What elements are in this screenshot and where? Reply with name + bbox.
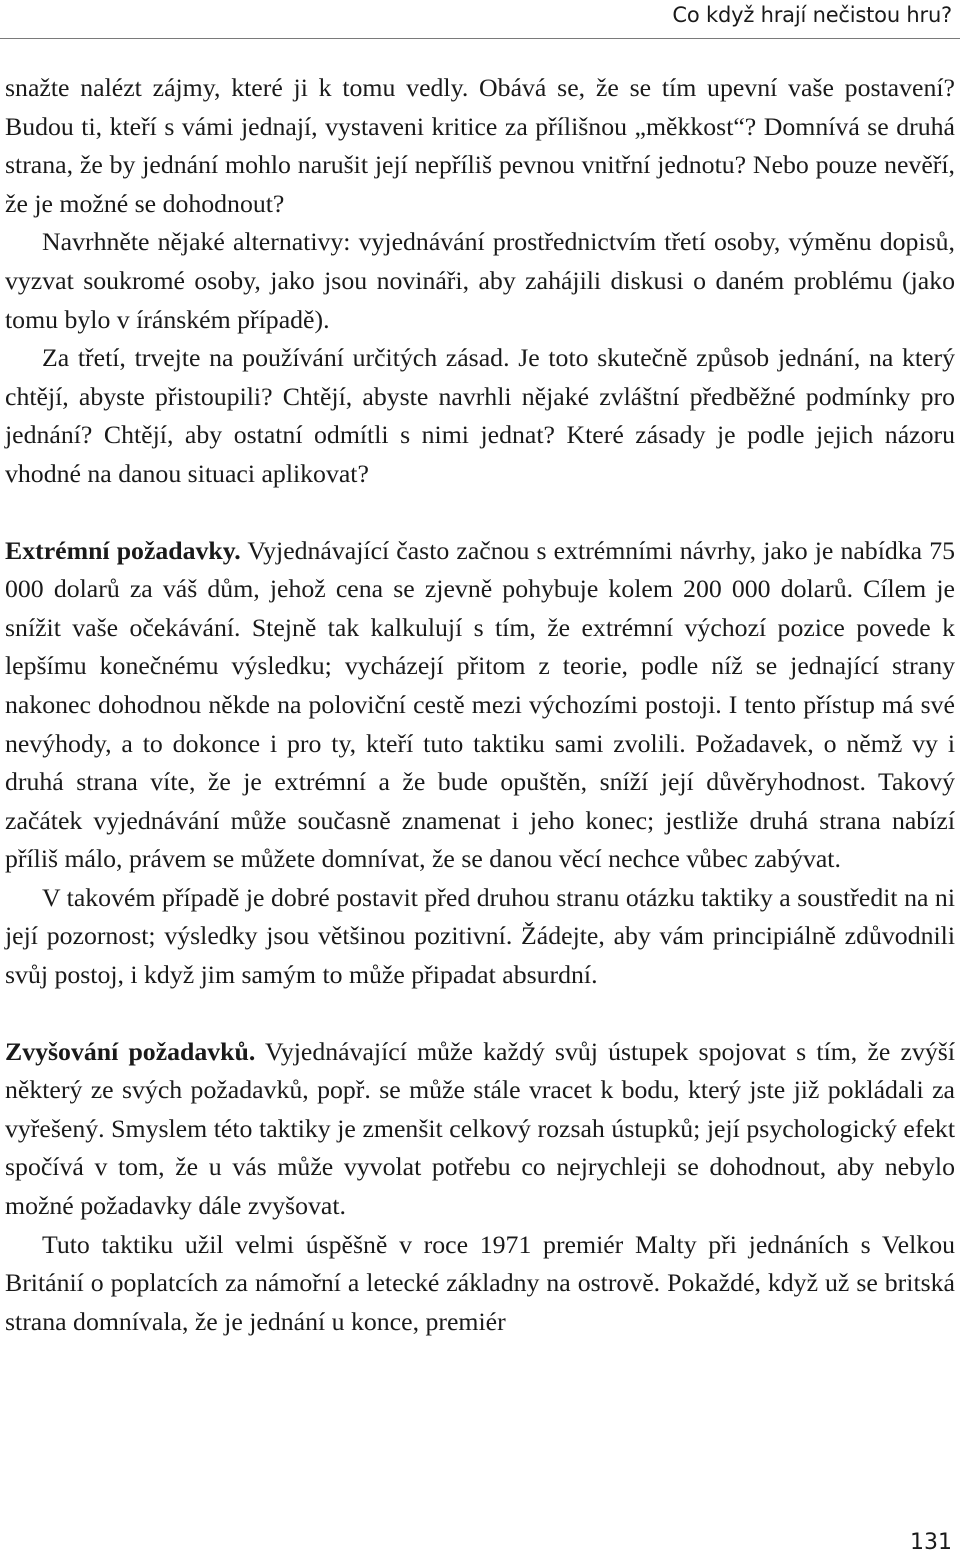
paragraph-6 — [5, 1033, 955, 1226]
section-lead-extreme-demands: Extrémní požadavky. — [5, 535, 241, 565]
paragraph-5 — [5, 879, 955, 995]
section-lead-escalating-demands: Zvyšování požadavků. — [5, 1036, 256, 1066]
paragraph-3 — [5, 339, 955, 493]
body-text — [5, 69, 955, 1341]
paragraph-1 — [5, 69, 955, 223]
paragraph-3-text: Za třetí, trvejte na používání určitých zásad. Je toto skutečně způsob jednání, na který chtějí, abyste přistoupili? Chtějí, abyste navrhli nějaké zvláštní předběžné podmínky pro jednání? Chtějí, aby ostatní odmítli s nimi jednat? Které zásady je podle jejich názoru vhodné na danou situaci aplikovat? — [5, 343, 955, 488]
paragraph-4-text: Vyjednávající často začnou s extrémními návrhy, jako je nabídka 75 000 dolarů za váš dům, jehož cena se zjevně pohybuje kolem 200 000 dolarů. Cílem je snížit vaše očekávání. Stejně tak kalkulují s tím, že extrémní výchozí pozice povede k lepšímu konečnému výsledku; vycházejí přitom z teorie, podle níž se jednající strany nakonec dohodnou někde na poloviční cestě mezi výchozími postoji. I tento přístup má své nevýhody, a to dokonce i pro ty, kteří tuto taktiku sami zvolili. Požadavek, o němž vy i druhá strana víte, že je extrémní a že bude opuštěn, sníží její důvěryhodnost. Takový začátek vyjednávání může současně znamenat i jeho konec; jestliže druhá strana nabízí příliš málo, právem se můžete domnívat, že se danou věcí nechce vůbec zabývat. — [5, 535, 956, 874]
paragraph-5-text: V takovém případě je dobré postavit před druhou stranu otázku taktiky a soustředit na ni její pozornost; výsledky jsou většinou pozitivní. Žádejte, aby vám principiálně zdůvodnili svůj postoj, i když jim samým to může připadat absurdní. — [5, 882, 955, 990]
paragraph-7-text: Tuto taktiku užil velmi úspěšně v roce 1971 premiér Malty při jednáních s Velkou Británií o poplatcích za námořní a letecké základny na ostrově. Pokaždé, když už se britská strana domnívala, že je jednání u konce, premiér — [5, 1229, 955, 1336]
paragraph-6-text: Vyjednávající může každý svůj ústupek spojovat s tím, že zvýší některý ze svých požadavků, popř. se může stále vracet k bodu, který jste již pokládali za vyřešený. Smyslem této taktiky je zmenšit celkový rozsah ústupků; její psychologický efekt spočívá v tom, že u vás může vyvolat potřebu co nejrychleji se dohodnout, aby nebylo možné požadavky dále zvyšovat. — [5, 1036, 955, 1221]
paragraph-4 — [5, 532, 955, 879]
paragraph-1-text: snažte nalézt zájmy, které ji k tomu vedly. Obává se, že se tím upevní vaše postavení? Budou ti, kteří s vámi jednají, vystaveni kritice za přílišnou „měkkost“? Domnívá se druhá strana, že by jednání mohlo narušit její nepříliš pevnou vnitřní jednotu? Nebo pouze nevěří, že je možné se dohodnout? — [5, 73, 955, 218]
paragraph-2-text: Navrhněte nějaké alternativy: vyjednávání prostřednictvím třetí osoby, výměnu dopisů, vyzvat soukromé osoby, jako jsou novináři, aby zahájili diskusi o daném problému (jako tomu bylo v íránském případě). — [5, 227, 955, 334]
paragraph-2 — [5, 223, 955, 339]
running-header: Co když hrají nečistou hru? — [672, 3, 952, 27]
header-rule — [0, 38, 960, 39]
page-number: 131 — [910, 1530, 952, 1555]
paragraph-7 — [5, 1226, 955, 1342]
